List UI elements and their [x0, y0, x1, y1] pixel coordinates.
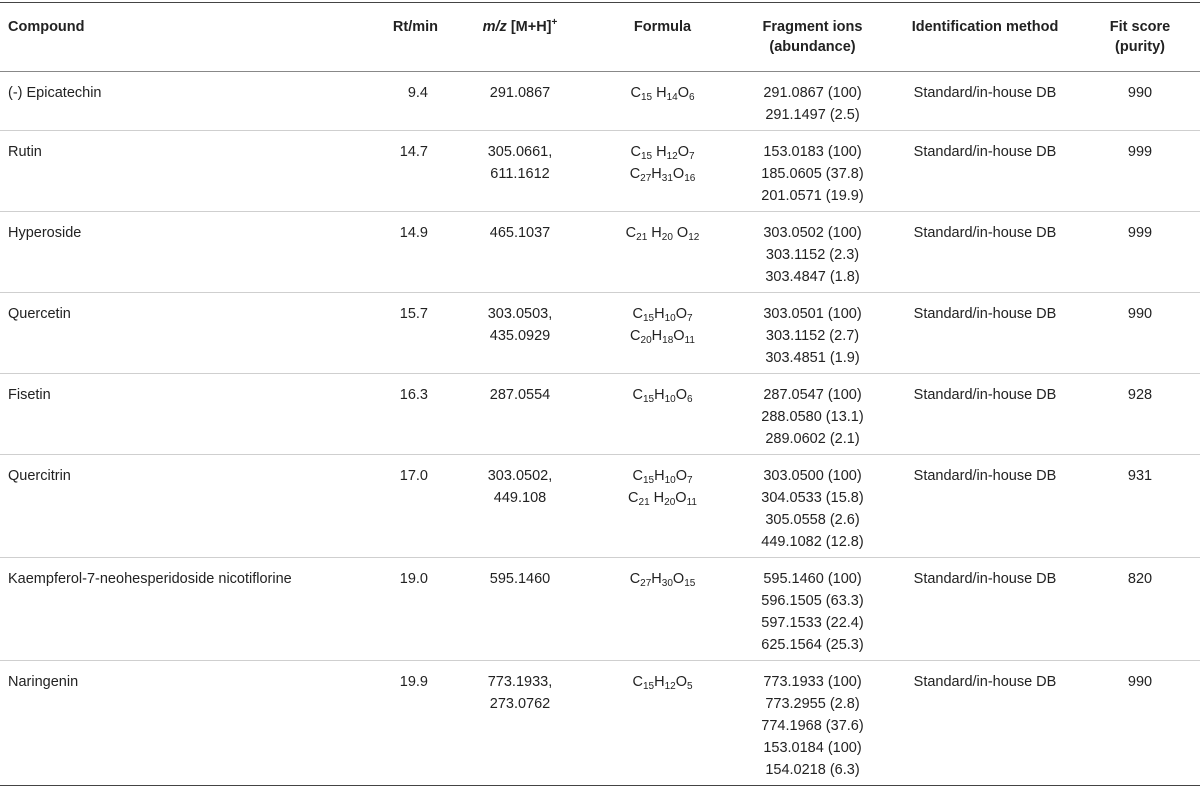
formula-subscript: 12 — [688, 232, 700, 243]
compound-cell — [0, 72, 340, 131]
compound-cell — [0, 293, 340, 374]
formula-cell — [590, 293, 735, 374]
fit-score: 931 — [1127, 468, 1153, 484]
compound-cell — [0, 455, 340, 558]
compound-cell — [0, 558, 340, 661]
table-body — [0, 72, 1200, 786]
formula-element: O — [675, 306, 687, 322]
fragment-ion: 287.0547 (100) — [763, 387, 862, 403]
fragment-ions-cell — [735, 72, 890, 131]
header-fragment-ions: Fragment ions (abundance) — [762, 19, 863, 55]
identification-method-cell — [890, 72, 1080, 131]
formula-element: C — [632, 674, 643, 690]
formula-subscript: 6 — [688, 92, 695, 103]
mz-value: 291.0867 — [489, 85, 551, 101]
fragment-ions-cell — [735, 374, 890, 455]
formula-element: H — [651, 328, 663, 344]
formula-subscript: 10 — [664, 475, 676, 486]
mz-value: 303.0502, — [487, 468, 553, 484]
retention-time: 19.0 — [399, 571, 428, 587]
table-row — [0, 293, 1200, 374]
formula-element: O — [672, 166, 685, 182]
formula-subscript: 27 — [640, 173, 652, 184]
formula-element: C — [630, 328, 641, 344]
formula-subscript: 15 — [642, 681, 655, 692]
retention-time: 9.4 — [407, 85, 428, 101]
formula-element: C — [629, 166, 641, 182]
table-row — [0, 131, 1200, 212]
formula-line — [596, 163, 729, 185]
compound-cell — [0, 212, 340, 293]
formula-cell — [590, 558, 735, 661]
identification-method: Standard/in-house DB — [913, 85, 1057, 101]
formula-subscript: 11 — [684, 335, 695, 346]
formula-cell — [590, 131, 735, 212]
formula-subscript: 20 — [664, 497, 676, 508]
formula-cell — [590, 212, 735, 293]
mz-cell — [450, 455, 590, 558]
fit-score: 999 — [1127, 225, 1153, 241]
fit-score-cell — [1080, 558, 1200, 661]
identification-method-cell — [890, 293, 1080, 374]
formula-subscript: 15 — [642, 313, 655, 324]
identification-method: Standard/in-house DB — [913, 387, 1057, 403]
mz-value: 465.1037 — [489, 225, 551, 241]
table-row — [0, 455, 1200, 558]
formula-element: O — [673, 328, 685, 344]
formula-element: O — [672, 225, 689, 241]
formula-element: C — [629, 571, 641, 587]
fit-score-cell — [1080, 293, 1200, 374]
formula-element: H — [651, 571, 662, 587]
fit-score: 990 — [1127, 85, 1153, 101]
rt-cell — [340, 72, 450, 131]
formula-cell — [590, 455, 735, 558]
compound-cell — [0, 374, 340, 455]
identification-method-cell — [890, 558, 1080, 661]
formula-subscript: 20 — [640, 335, 652, 346]
mz-value: 273.0762 — [489, 696, 551, 712]
compound-cell — [0, 131, 340, 212]
formula-cell — [590, 661, 735, 786]
formula-element: H — [654, 674, 665, 690]
fragment-ion: 773.2955 (2.8) — [765, 696, 860, 712]
formula-line — [596, 82, 729, 104]
mz-cell — [450, 72, 590, 131]
formula-subscript: 7 — [686, 475, 693, 486]
fragment-ion: 449.1082 (12.8) — [761, 534, 864, 550]
fragment-ion: 303.1152 (2.7) — [765, 328, 860, 344]
fit-score: 928 — [1127, 387, 1153, 403]
retention-time: 14.7 — [399, 144, 428, 160]
formula-line — [596, 303, 729, 325]
formula-element: H — [652, 144, 667, 160]
fit-score: 990 — [1127, 674, 1153, 690]
fragment-ion: 153.0184 (100) — [763, 740, 862, 756]
compound-cell — [0, 661, 340, 786]
rt-cell — [340, 558, 450, 661]
formula-subscript: 10 — [664, 313, 676, 324]
fragment-ions-cell — [735, 293, 890, 374]
formula-element: H — [654, 306, 665, 322]
fragment-ion: 303.0501 (100) — [763, 306, 862, 322]
formula-element: O — [675, 674, 687, 690]
mz-value: 449.108 — [493, 490, 547, 506]
fragment-ions-cell — [735, 558, 890, 661]
rt-cell — [340, 293, 450, 374]
fit-score-cell — [1080, 661, 1200, 786]
compound-name: Quercitrin — [8, 468, 71, 484]
formula-subscript: 30 — [661, 578, 673, 589]
fragment-ions-cell — [735, 212, 890, 293]
fragment-ion: 303.4851 (1.9) — [765, 350, 860, 366]
formula-line — [596, 222, 729, 244]
mz-value: 287.0554 — [489, 387, 551, 403]
fragment-ion: 291.1497 (2.5) — [765, 107, 860, 123]
retention-time: 19.9 — [399, 674, 428, 690]
fragment-ions-cell — [735, 661, 890, 786]
formula-element: H — [647, 225, 662, 241]
compound-table — [0, 2, 1200, 786]
formula-line — [596, 384, 729, 406]
fragment-ion: 185.0605 (37.8) — [761, 166, 864, 182]
formula-element: C — [630, 144, 641, 160]
formula-subscript: 14 — [666, 92, 678, 103]
fragment-ion: 774.1968 (37.6) — [761, 718, 864, 734]
mz-cell — [450, 212, 590, 293]
header-mz: m/z [M+H]+ — [482, 17, 558, 35]
mz-cell — [450, 293, 590, 374]
identification-method-cell — [890, 661, 1080, 786]
identification-method: Standard/in-house DB — [913, 468, 1057, 484]
compound-name: Naringenin — [8, 674, 79, 690]
formula-subscript: 5 — [686, 681, 693, 692]
identification-method: Standard/in-house DB — [913, 144, 1057, 160]
fit-score-cell — [1080, 212, 1200, 293]
table-row — [0, 558, 1200, 661]
formula-element: C — [632, 468, 643, 484]
mz-value: 611.1612 — [490, 166, 550, 182]
fragment-ion: 305.0558 (2.6) — [765, 512, 860, 528]
mz-cell — [450, 374, 590, 455]
formula-subscript: 15 — [642, 394, 655, 405]
header-identification-method: Identification method — [911, 19, 1059, 35]
mz-value: 303.0503, — [487, 306, 553, 322]
formula-subscript: 15 — [640, 151, 653, 162]
fragment-ion: 288.0580 (13.1) — [761, 409, 864, 425]
table-row — [0, 72, 1200, 131]
identification-method: Standard/in-house DB — [913, 571, 1057, 587]
formula-element: H — [652, 85, 667, 101]
fit-score-cell — [1080, 72, 1200, 131]
formula-subscript: 12 — [664, 681, 676, 692]
fragment-ion: 291.0867 (100) — [763, 85, 862, 101]
formula-element: C — [628, 490, 639, 506]
table-row — [0, 661, 1200, 786]
fragment-ion: 303.4847 (1.8) — [765, 269, 860, 285]
compound-name: Rutin — [8, 144, 42, 160]
mz-cell — [450, 661, 590, 786]
formula-line — [596, 325, 729, 347]
table-row — [0, 374, 1200, 455]
rt-cell — [340, 455, 450, 558]
formula-element: H — [654, 387, 665, 403]
rt-cell — [340, 661, 450, 786]
compound-name: (-) Epicatechin — [8, 85, 102, 101]
formula-element: O — [675, 490, 687, 506]
fragment-ion: 625.1564 (25.3) — [761, 637, 864, 653]
formula-subscript: 7 — [688, 151, 695, 162]
formula-line — [596, 568, 729, 590]
mz-value: 595.1460 — [489, 571, 551, 587]
fragment-ion: 153.0183 (100) — [763, 144, 862, 160]
header-rt: Rt/min — [392, 19, 438, 35]
formula-element: O — [677, 85, 689, 101]
formula-subscript: 15 — [684, 578, 696, 589]
formula-element: C — [625, 225, 637, 241]
compound-name: Quercetin — [8, 306, 71, 322]
table-row — [0, 212, 1200, 293]
fragment-ion: 773.1933 (100) — [763, 674, 862, 690]
header-compound: Compound — [8, 19, 85, 35]
formula-subscript: 27 — [640, 578, 652, 589]
fragment-ion: 303.1152 (2.3) — [765, 247, 860, 263]
identification-method: Standard/in-house DB — [913, 674, 1057, 690]
compound-name: Kaempferol-7-neohesperidoside nicotiflorine — [8, 571, 292, 587]
formula-subscript: 7 — [686, 313, 693, 324]
header-fit-score: Fit score (purity) — [1109, 19, 1171, 55]
rt-cell — [340, 131, 450, 212]
retention-time: 14.9 — [399, 225, 428, 241]
formula-element: C — [632, 387, 643, 403]
formula-subscript: 18 — [662, 335, 674, 346]
formula-subscript: 15 — [640, 92, 653, 103]
fit-score: 999 — [1127, 144, 1153, 160]
fragment-ion: 596.1505 (63.3) — [761, 593, 864, 609]
rt-cell — [340, 212, 450, 293]
formula-element: C — [630, 85, 641, 101]
header-formula: Formula — [633, 19, 692, 35]
identification-method: Standard/in-house DB — [913, 225, 1057, 241]
formula-subscript: 31 — [661, 173, 673, 184]
formula-line — [596, 487, 729, 509]
fragment-ion: 595.1460 (100) — [763, 571, 862, 587]
fragment-ions-cell — [735, 131, 890, 212]
fragment-ion: 597.1533 (22.4) — [761, 615, 864, 631]
mz-value: 305.0661, — [487, 144, 553, 160]
compound-name: Fisetin — [8, 387, 51, 403]
identification-method-cell — [890, 455, 1080, 558]
formula-line — [596, 141, 729, 163]
identification-method-cell — [890, 374, 1080, 455]
formula-cell — [590, 374, 735, 455]
fit-score-cell — [1080, 374, 1200, 455]
fragment-ion: 201.0571 (19.9) — [761, 188, 864, 204]
fit-score-cell — [1080, 455, 1200, 558]
formula-element: H — [649, 490, 665, 506]
formula-line — [596, 671, 729, 693]
formula-element: C — [632, 306, 643, 322]
formula-subscript: 10 — [664, 394, 676, 405]
formula-subscript: 21 — [636, 232, 648, 243]
formula-cell — [590, 72, 735, 131]
fragment-ion: 304.0533 (15.8) — [761, 490, 864, 506]
formula-element: H — [651, 166, 662, 182]
mz-value: 773.1933, — [487, 674, 553, 690]
compound-name: Hyperoside — [8, 225, 82, 241]
formula-element: H — [654, 468, 665, 484]
formula-element: O — [675, 387, 687, 403]
fit-score: 820 — [1127, 571, 1153, 587]
formula-subscript: 12 — [666, 151, 678, 162]
formula-subscript: 6 — [686, 394, 693, 405]
formula-subscript: 15 — [642, 475, 655, 486]
fit-score-cell — [1080, 131, 1200, 212]
mz-value: 435.0929 — [489, 328, 551, 344]
formula-element: O — [677, 144, 689, 160]
identification-method-cell — [890, 131, 1080, 212]
fragment-ion: 289.0602 (2.1) — [765, 431, 860, 447]
formula-subscript: 11 — [686, 497, 697, 508]
retention-time: 16.3 — [399, 387, 428, 403]
mz-cell — [450, 558, 590, 661]
fragment-ion: 303.0500 (100) — [763, 468, 862, 484]
formula-subscript: 20 — [661, 232, 673, 243]
fit-score: 990 — [1127, 306, 1153, 322]
fragment-ions-cell — [735, 455, 890, 558]
header-row — [0, 3, 1200, 72]
identification-method: Standard/in-house DB — [913, 306, 1057, 322]
formula-subscript: 16 — [684, 173, 696, 184]
identification-method-cell — [890, 212, 1080, 293]
formula-element: O — [672, 571, 685, 587]
fragment-ion: 303.0502 (100) — [763, 225, 862, 241]
retention-time: 15.7 — [399, 306, 428, 322]
formula-element: O — [675, 468, 687, 484]
formula-line — [596, 465, 729, 487]
formula-subscript: 21 — [638, 497, 650, 508]
retention-time: 17.0 — [399, 468, 428, 484]
fragment-ion: 154.0218 (6.3) — [765, 762, 860, 778]
mz-cell — [450, 131, 590, 212]
rt-cell — [340, 374, 450, 455]
